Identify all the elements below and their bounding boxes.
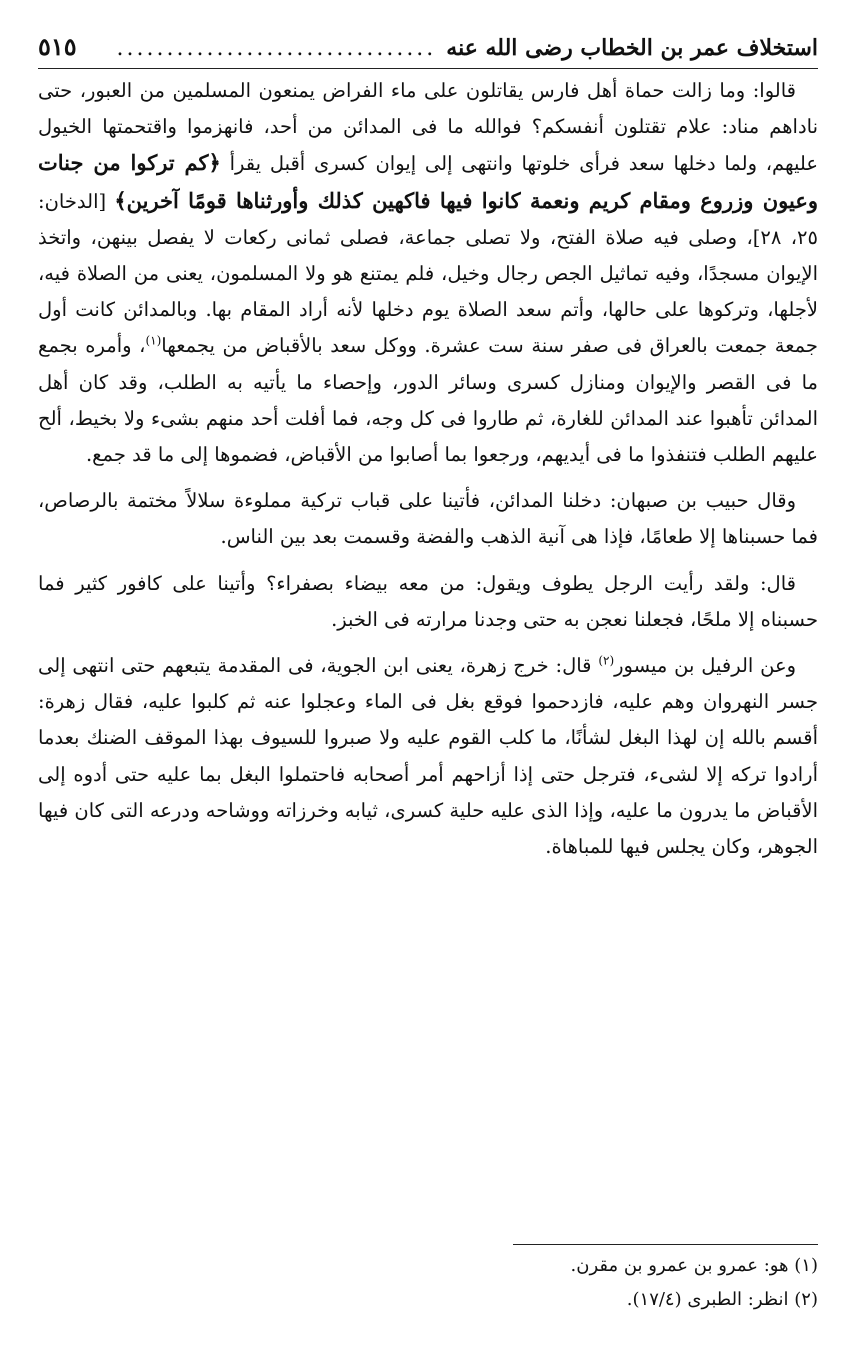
paragraph-text: وقال حبيب بن صبهان: دخلنا المدائن، فأتينا على قباب تركية مملوءة سلالاً مختمة بالرصاص، فما حسبناها إلا طعامًا، فإذا هى آنية الذهب والفضة وقسمت بعد بين الناس. <box>38 489 818 549</box>
footnote-ref: (٢) <box>598 653 615 668</box>
paragraph-text: قال: خرج زهرة، يعنى ابن الجوية، فى المقدمة يتبعهم حتى انتهى إلى جسر النهروان وهم عليه، فازدحموا فوقع بغل فى الماء وعجلوا عنه ثم كلبوا عليه، فقال زهرة: أقسم بالله إن لهذا البغل لشأنًا، ما كلب القوم عليه ولا صبروا للسيوف بهذا الموقف الضنك بعدما أرادوا تركه إلا لشىء، فترجل حتى إذا أزاحهم أمر أصحابه فاحتملوا البغل بما عليه حتى أدوه إلى الأقباض ما يدرون ما عليه، وإذا الذى عليه حلية كسرى، ثيابه وخرزاته ووشاحه ودرعه التى كان فيها الجوهر، وكان يجلس فيها للمباهاة. <box>38 654 818 859</box>
footnote-ref: (١) <box>145 333 162 348</box>
footnote: (٢) انظر: الطبرى (١٧/٤). <box>626 1289 818 1310</box>
paragraph-text: وعن الرفيل بن ميسور <box>614 654 796 678</box>
chapter-title: استخلاف عمر بن الخطاب رضى الله عنه <box>446 35 818 61</box>
paragraph-text: قال: ولقد رأيت الرجل يطوف ويقول: من معه بيضاء بصفراء؟ وأتينا على كافور كثير فما حسبناه إلا ملحًا، فجعلنا نعجن به حتى وجدنا مرارته فى الخبز. <box>38 571 818 631</box>
paragraph-text: [الدخان: ٢٥، ٢٨]، وصلى فيه صلاة الفتح، ولا تصلى جماعة، فصلى ثمانى ركعات لا يفصل بينهن، واتخذ الإيوان مسجدًا، وفيه تماثيل الجص رجال وخيل، فلم يمتنع هو ولا المسلمون، يعنى من الصلاة فيه، لأجلها، وتركوها على حالها، وأتم سعد الصلاة يوم دخلها لأنه أراد المقام بها. وبالمدائن كانت أول جمعة جمعت بالعراق فى صفر سنة ست عشرة. ووكل سعد بالأقباض من يجمعها <box>38 189 818 358</box>
paragraph-text: ، وأمره بجمع ما فى القصر والإيوان ومنازل كسرى وسائر الدور، وإحصاء ما يأتيه به الطلب، وقد كان أهل المدائن تأهبوا عند المدائن للغارة، ثم طاروا فى كل وجه، فما أفلت أحد منهم بشىء ولا بخيط، ألح عليهم الطلب فتنفذوا ما فى أيديهم، ورجعوا بما أصابوا من الأقباض، فضموها إلى ما قد جمع. <box>38 334 818 467</box>
footnotes <box>38 1244 818 1317</box>
paragraph-conquest <box>38 73 818 473</box>
paragraph-mule <box>38 648 818 865</box>
header-leader-dots: ................................ <box>116 36 437 61</box>
footnote-divider <box>513 1244 818 1245</box>
running-header <box>38 28 818 69</box>
book-page <box>38 28 818 1338</box>
page-body <box>38 73 818 865</box>
paragraph-camphor <box>38 566 818 638</box>
footnote: (١) هو: عمرو بن عمرو بن مقرن. <box>570 1255 818 1276</box>
paragraph-text: قالوا: وما زالت حماة أهل فارس يقاتلون على ماء الفراض يمنعون المسلمين من العبور، حتى ناداهم مناد: علام تقتلون أنفسكم؟ فوالله ما فى المدائن من أحد، فانهزموا واقتحمتها الخيول عليهم، ولما دخلها سعد فرأى خلوتها وانتهى إلى إيوان كسرى أقبل يقرأ <box>38 79 818 176</box>
paragraph-habib <box>38 483 818 555</box>
quran-verse: ﴿كم تركوا من جنات وعيون وزروع ومقام كريم ونعمة كانوا فيها فاكهين كذلك وأورثناها قومًا آخرين﴾ <box>38 150 818 213</box>
page-number: ٥١٥ <box>38 32 77 61</box>
